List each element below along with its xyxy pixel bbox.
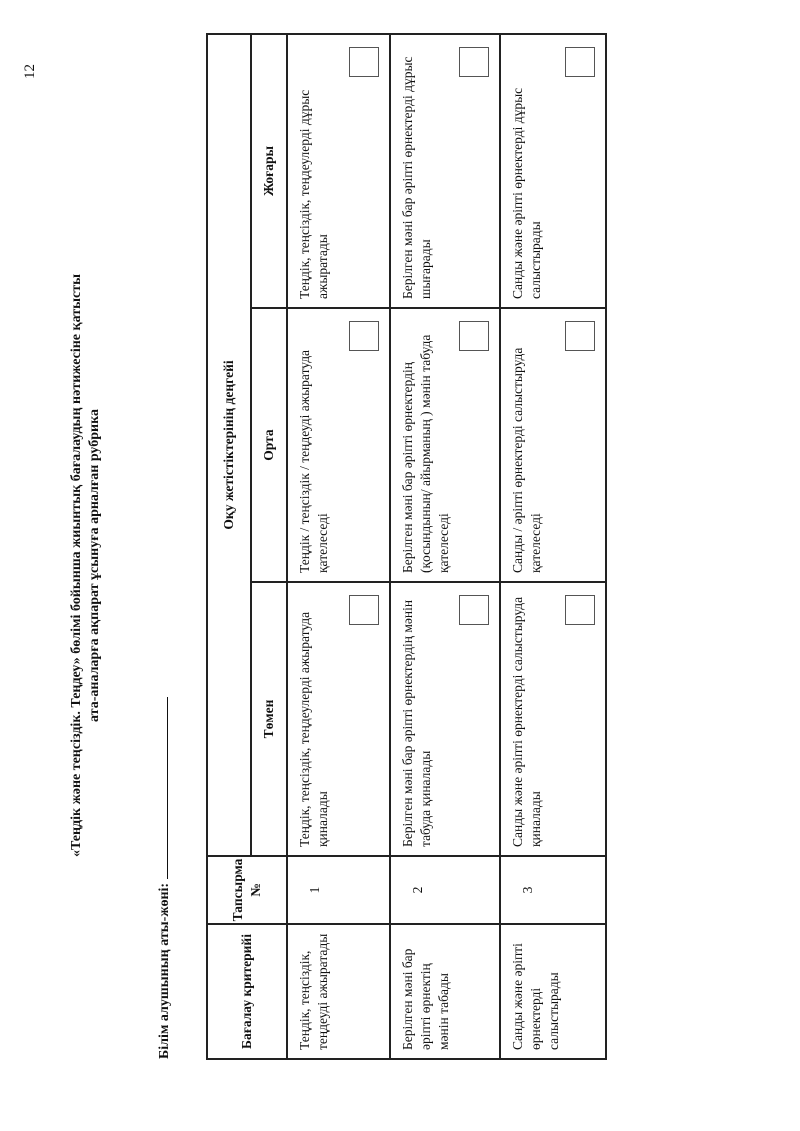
- criterion-cell: Санды және әріпті өрнектерді салыстырады: [500, 924, 606, 1059]
- level-low-text: Теңдік, теңсіздік, теңдеулерді ажыратуда қиналады: [297, 611, 330, 847]
- level-low-cell: [390, 582, 500, 856]
- checkbox[interactable]: [459, 595, 489, 625]
- level-low-text: Берілген мәні бар әріпті өрнектердің мәнін табуда қиналады: [400, 599, 433, 847]
- level-low-cell: [287, 582, 390, 856]
- header-level-high: Жоғары: [251, 34, 287, 308]
- page-number: 12: [22, 64, 38, 79]
- level-low-cell: [500, 582, 606, 856]
- checkbox[interactable]: [459, 47, 489, 77]
- header-level-low: Төмен: [251, 582, 287, 856]
- level-high-text: Берілген мәні бар әріпті өрнектерді дұрыс шығарады: [400, 56, 433, 299]
- level-high-text: Санды және әріпті өрнектерді дұрыс салыстырады: [510, 87, 543, 299]
- task-number-cell: 3: [500, 856, 606, 924]
- header-achievement-levels: Оқу жетістіктерінің деңгейі: [207, 34, 251, 856]
- level-high-cell: [500, 34, 606, 308]
- table-row: [390, 34, 500, 1059]
- level-high-cell: [390, 34, 500, 308]
- header-task-label: Тапсырма: [230, 858, 245, 922]
- level-medium-text: Санды / әріпті өрнектерді салыстыруда қателеседі: [510, 347, 543, 573]
- document-title: [68, 0, 104, 1131]
- level-medium-cell: [500, 308, 606, 582]
- level-low-text: Санды және әріпті өрнектерді салыстыруда қиналады: [510, 596, 543, 847]
- level-medium-text: Теңдік / теңсіздік / теңдеуді ажыратуда қателеседі: [297, 349, 330, 573]
- student-name-label: Білім алушының аты-жөні:: [157, 882, 172, 1059]
- title-line-2: ата-аналарға ақпарат ұсынуға арналған рубрика: [87, 409, 102, 722]
- table-row: [287, 34, 390, 1059]
- task-number-cell: 1: [287, 856, 390, 924]
- level-medium-text: Берілген мәні бар әріпті өрнектердің (қосындының/ айырманың ) мәнін табуда қателеседі: [400, 334, 451, 573]
- task-number-cell: 2: [390, 856, 500, 924]
- header-task-number: [207, 856, 287, 924]
- criterion-cell: Берілген мәні бар әріпті өрнектің мәнін табады: [390, 924, 500, 1059]
- checkbox[interactable]: [349, 47, 379, 77]
- checkbox[interactable]: [349, 321, 379, 351]
- student-name-blank-line[interactable]: [155, 697, 168, 879]
- checkbox[interactable]: [565, 47, 595, 77]
- level-medium-cell: [287, 308, 390, 582]
- checkbox[interactable]: [565, 321, 595, 351]
- criterion-cell: Теңдік, теңсіздік, теңдеуді ажыратады: [287, 924, 390, 1059]
- student-name-field: [155, 697, 173, 1059]
- checkbox[interactable]: [349, 595, 379, 625]
- header-number-sign: №: [248, 883, 263, 897]
- level-high-text: Теңдік, теңсіздік, теңдеулерді дұрыс ажыратады: [297, 89, 330, 299]
- rubric-table: [206, 33, 607, 1060]
- level-high-cell: [287, 34, 390, 308]
- level-medium-cell: [390, 308, 500, 582]
- checkbox[interactable]: [459, 321, 489, 351]
- table-row: [500, 34, 606, 1059]
- header-level-medium: Орта: [251, 308, 287, 582]
- title-line-1: «Теңдік және теңсіздік. Теңдеу» бөлімі бойынша жиынтық бағалаудың нәтижесіне қатысты: [69, 273, 84, 858]
- header-criteria: Бағалау критерийі: [207, 924, 287, 1059]
- checkbox[interactable]: [565, 595, 595, 625]
